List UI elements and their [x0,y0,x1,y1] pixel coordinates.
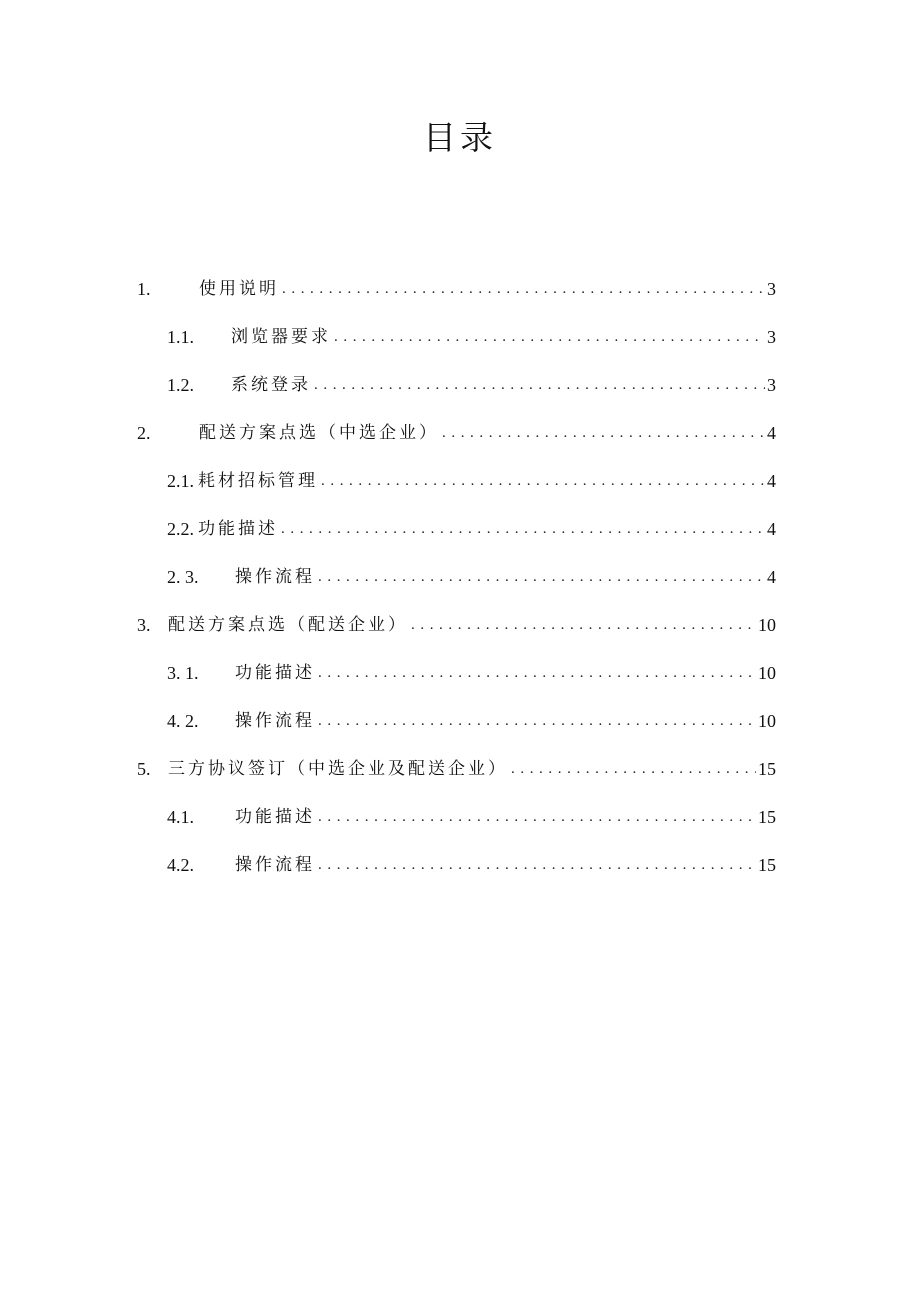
toc-entry-3[interactable] [137,608,776,642]
page-title: 目录 [423,118,497,157]
toc-entry-4-2-a[interactable] [167,704,776,738]
toc-page-number: 3 [767,279,776,299]
toc-leader [314,368,765,402]
toc-number: 2.1. [167,471,194,491]
toc-page-number: 4 [767,567,776,587]
toc-entry-2[interactable] [137,416,776,450]
toc-number: 4.1. [167,807,194,827]
toc-entry-4-2-b[interactable] [167,848,776,882]
toc-text: 系统登录 [231,375,311,395]
toc-number: 3. 1. [167,663,199,683]
toc-text: 功能描述 [235,663,315,683]
toc-text: 使用说明 [199,279,279,299]
toc-text: 功能描述 [198,519,278,539]
toc-text: 操作流程 [235,855,315,875]
toc-entry-1[interactable] [137,272,776,306]
toc-leader [318,848,756,882]
toc-page-number: 15 [758,759,776,779]
toc-page-number: 3 [767,327,776,347]
toc-text: 操作流程 [235,567,315,587]
toc-page-number: 4 [767,471,776,491]
toc-entry-3-1[interactable] [167,656,776,690]
toc-number: 4.2. [167,855,194,875]
toc-leader [411,608,756,642]
toc-leader [318,560,765,594]
toc-number: 2. 3. [167,567,199,587]
toc-entry-2-3[interactable] [167,560,776,594]
toc-leader [318,656,756,690]
toc-text: 三方协议签订（中选企业及配送企业） [168,759,508,779]
toc-number: 1.2. [167,375,194,395]
toc-entry-1-1[interactable] [167,320,776,354]
toc-page-number: 10 [758,711,776,731]
toc-number: 5. [137,759,151,779]
toc-number: 3. [137,615,151,635]
toc-leader [318,800,756,834]
toc-leader [318,704,756,738]
toc-leader [282,272,765,306]
toc-number: 4. 2. [167,711,199,731]
toc-entry-2-2[interactable] [167,512,776,546]
toc-text: 操作流程 [235,711,315,731]
toc-page-number: 4 [767,423,776,443]
toc-number: 2.2. [167,519,194,539]
toc-text: 配送方案点选（配送企业） [168,615,408,635]
toc-text: 耗材招标管理 [198,471,318,491]
toc-number: 2. [137,423,151,443]
toc-text: 功能描述 [235,807,315,827]
toc-leader [321,464,765,498]
toc-leader [442,416,765,450]
toc-page-number: 4 [767,519,776,539]
toc-text: 配送方案点选（中选企业） [199,423,439,443]
toc-leader [511,752,756,786]
toc-text: 浏览器要求 [231,327,331,347]
toc-page-number: 15 [758,807,776,827]
toc-entry-1-2[interactable] [167,368,776,402]
toc-entry-4-1[interactable] [167,800,776,834]
toc-page-number: 15 [758,855,776,875]
toc-leader [334,320,765,354]
toc-page-number: 3 [767,375,776,395]
toc-leader [281,512,765,546]
toc-entry-2-1[interactable] [167,464,776,498]
toc-number: 1. [137,279,151,299]
toc-page-number: 10 [758,615,776,635]
toc-page-number: 10 [758,663,776,683]
toc-number: 1.1. [167,327,194,347]
toc-entry-5[interactable] [137,752,776,786]
